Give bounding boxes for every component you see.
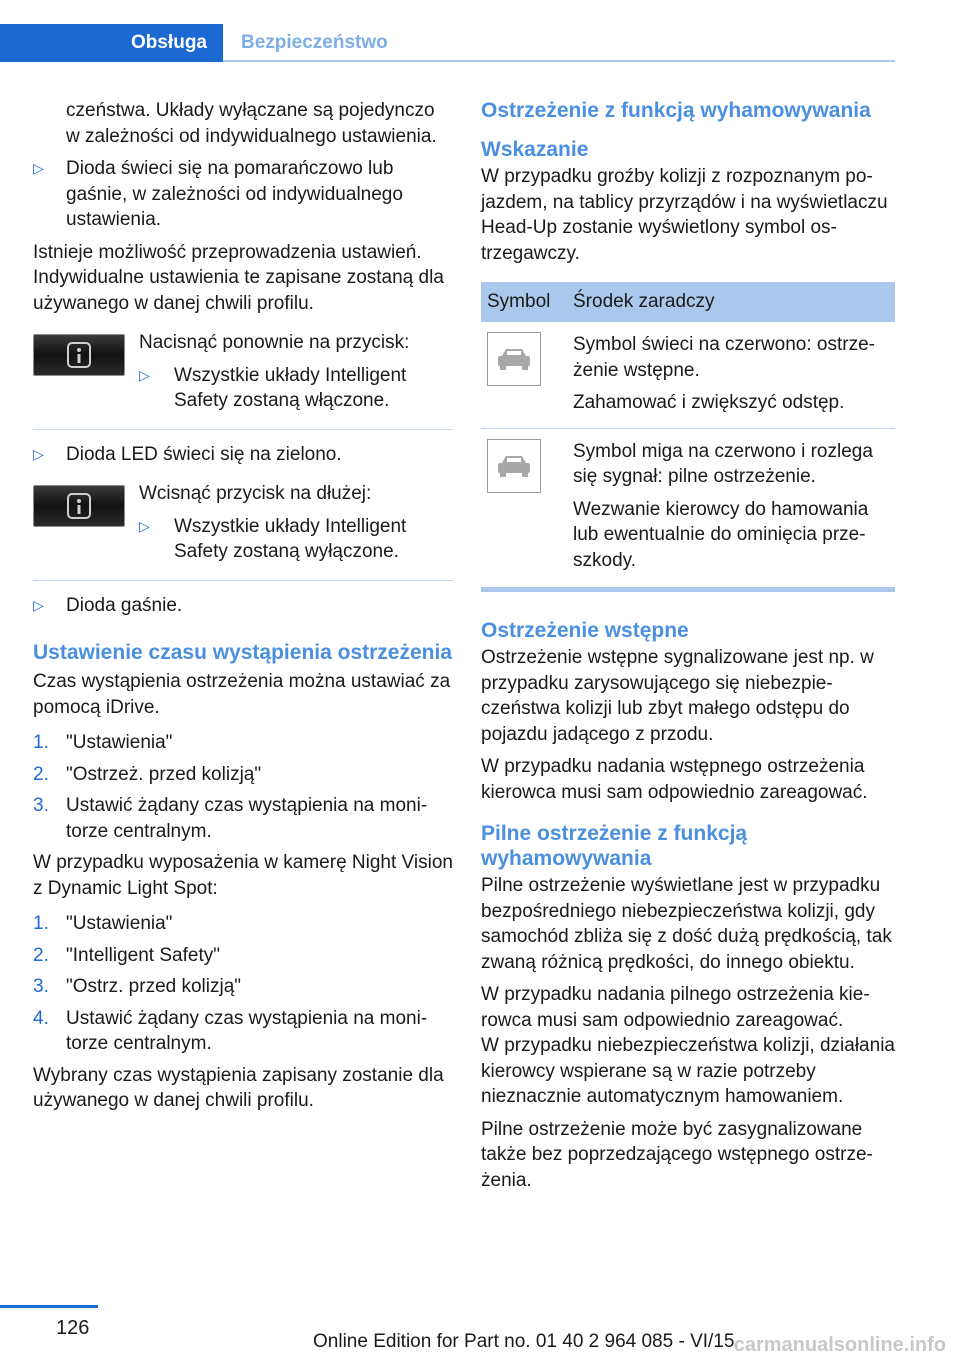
cell-text: Symbol świeci na czerwono: ostrzeżenie wstępne. — [573, 334, 875, 381]
bullet-text: Wszystkie układy Intelligent Safety zostaną wyłączone. — [174, 515, 407, 562]
list-item — [33, 156, 453, 233]
cell-text: Symbol miga na czerwono i rozlega się sygnał: pilne ostrzeżenie. — [573, 440, 873, 487]
list-item: 4. Ustawić żądany czas wystąpienia na monitorze centralnym. — [33, 1007, 428, 1054]
list-item: 2. "Intelligent Safety" — [33, 944, 220, 966]
section-heading: Ustawienie czasu wystąpienia ostrzeżenia — [33, 641, 452, 664]
divider — [33, 580, 453, 581]
list-item: 2. "Ostrzeż. przed kolizją" — [33, 763, 262, 785]
triangle-bullet-icon: ▷ — [33, 445, 44, 462]
right-column — [481, 98, 897, 1200]
table-bottom-rule — [481, 587, 895, 592]
list-item: 3. Ustawić żądany czas wystąpienia na monitorze centralnym. — [33, 795, 428, 842]
triangle-bullet-icon: ▷ — [139, 366, 150, 383]
bullet-text: Wszystkie układy Intelligent Safety zostaną włączone. — [174, 364, 407, 411]
page-number: 126 — [56, 1317, 90, 1339]
divider — [33, 429, 453, 430]
subsection-heading: Pilne ostrzeżenie z funkcją wyhamowywania — [481, 822, 748, 870]
triangle-bullet-icon: ▷ — [33, 160, 44, 176]
left-column — [33, 98, 453, 1121]
list-item — [139, 363, 453, 414]
tab-bezpieczenstwo[interactable]: Bezpieczeństwo — [241, 32, 388, 53]
button-instruction-text: Wcisnąć przycisk na dłużej: — [139, 483, 372, 504]
paragraph: Ostrzeżenie wstępne sygnalizowane jest np. w przypadku zarysowującego się niebezpieczeństwa kolizji lub zbyt małego odstępu do pojazdu jadącego z przodu. — [481, 647, 874, 745]
paragraph: W przypadku nadania wstępnego ostrzeżenia kierowca musi sam odpowiednio zareagować. — [481, 756, 868, 803]
steps-list-1 — [33, 730, 453, 844]
button-instruction-off — [33, 481, 453, 572]
list-item — [33, 593, 453, 619]
edition-text: Online Edition for Part no. 01 40 2 964 085 - VI/15 — [313, 1331, 735, 1352]
triangle-bullet-icon: ▷ — [139, 517, 150, 534]
list-item — [139, 514, 453, 565]
paragraph: Pilne ostrzeżenie wyświetlane jest w przypadku bezpośredniego niebezpieczeństwa kolizji, gdy samochód zbliża się z dość dużą prędkością, tak zwaną różnicą prędkości, do innego obiektu. — [481, 875, 892, 973]
car-warning-icon — [487, 439, 541, 493]
intelligent-safety-button-icon — [33, 334, 125, 376]
paragraph: W przypadku nadania pilnego ostrzeżenia kierowca musi sam odpowiednio zareagować. — [481, 984, 870, 1031]
subsection-heading: Wskazanie — [481, 138, 589, 161]
button-instruction-on — [33, 330, 453, 421]
car-warning-icon — [487, 332, 541, 386]
triangle-bullet-icon: ▷ — [33, 596, 44, 613]
list-item — [33, 442, 453, 468]
table-header-symbol: Symbol — [481, 282, 567, 322]
list-item: 3. "Ostrz. przed kolizją" — [33, 976, 242, 997]
footer-rule — [0, 1305, 98, 1308]
table-row — [481, 428, 895, 585]
continued-text: czeństwa. Układy wyłączane są pojedynczo w zależności od indywidualnego ustawienia. — [66, 100, 437, 147]
cell-text: Zahamować i zwiększyć odstęp. — [573, 392, 845, 413]
paragraph: Istnieje możliwość przeprowadzenia ustawień. Indywidualne ustawienia te zapisane zostaną dla używanego w danej chwili profilu. — [33, 241, 444, 314]
table-row — [481, 322, 895, 428]
symbol-table — [481, 282, 895, 585]
steps-list-2 — [33, 911, 453, 1057]
header-divider — [223, 60, 895, 62]
bullet-text: Dioda LED świeci się na zielono. — [66, 443, 342, 465]
bullet-text: Dioda gaśnie. — [66, 594, 183, 616]
tab-obsluga[interactable]: Obsługa — [0, 24, 223, 62]
intelligent-safety-button-icon — [33, 485, 125, 527]
paragraph: Czas wystąpienia ostrzeżenia można ustawiać za pomocą iDrive. — [33, 671, 451, 718]
paragraph: W przypadku groźby kolizji z rozpoznanym pojazdem, na tablicy przyrządów i na wyświetlaczu Head-Up zostanie wyświetlony symbol ostrzegawczy. — [481, 166, 888, 264]
cell-text: Wezwanie kierowcy do hamowania lub ewentualnie do ominięcia przeszkody. — [573, 498, 869, 571]
subsection-heading: Ostrzeżenie wstępne — [481, 619, 689, 642]
table-header-action: Środek zaradczy — [567, 282, 895, 322]
button-instruction-text: Nacisnąć ponownie na przycisk: — [139, 332, 410, 353]
list-item: 1. "Ustawienia" — [33, 913, 173, 934]
list-item: 1. "Ustawienia" — [33, 732, 173, 753]
paragraph: W przypadku niebezpieczeństwa kolizji, działania kierowcy wspierane są w razie potrzeby nieznacznie automatycznym hamowaniem. — [481, 1035, 895, 1107]
section-heading: Ostrzeżenie z funkcją wyhamowywania — [481, 99, 871, 122]
paragraph: Wybrany czas wystąpienia zapisany zostanie dla używanego w danej chwili profilu. — [33, 1064, 444, 1111]
watermark: carmanualsonline.info — [733, 1334, 946, 1356]
paragraph: Pilne ostrzeżenie może być zasygnalizowane także bez poprzedzającego wstępnego ostrzeżenia. — [481, 1118, 873, 1191]
bullet-text: Dioda świeci się na pomarańczowo lub gaśnie, w zależności od indywidualnego ustawienia. — [66, 158, 403, 230]
paragraph: W przypadku wyposażenia w kamerę Night Vision z Dynamic Light Spot: — [33, 852, 453, 899]
page-header — [0, 0, 960, 64]
